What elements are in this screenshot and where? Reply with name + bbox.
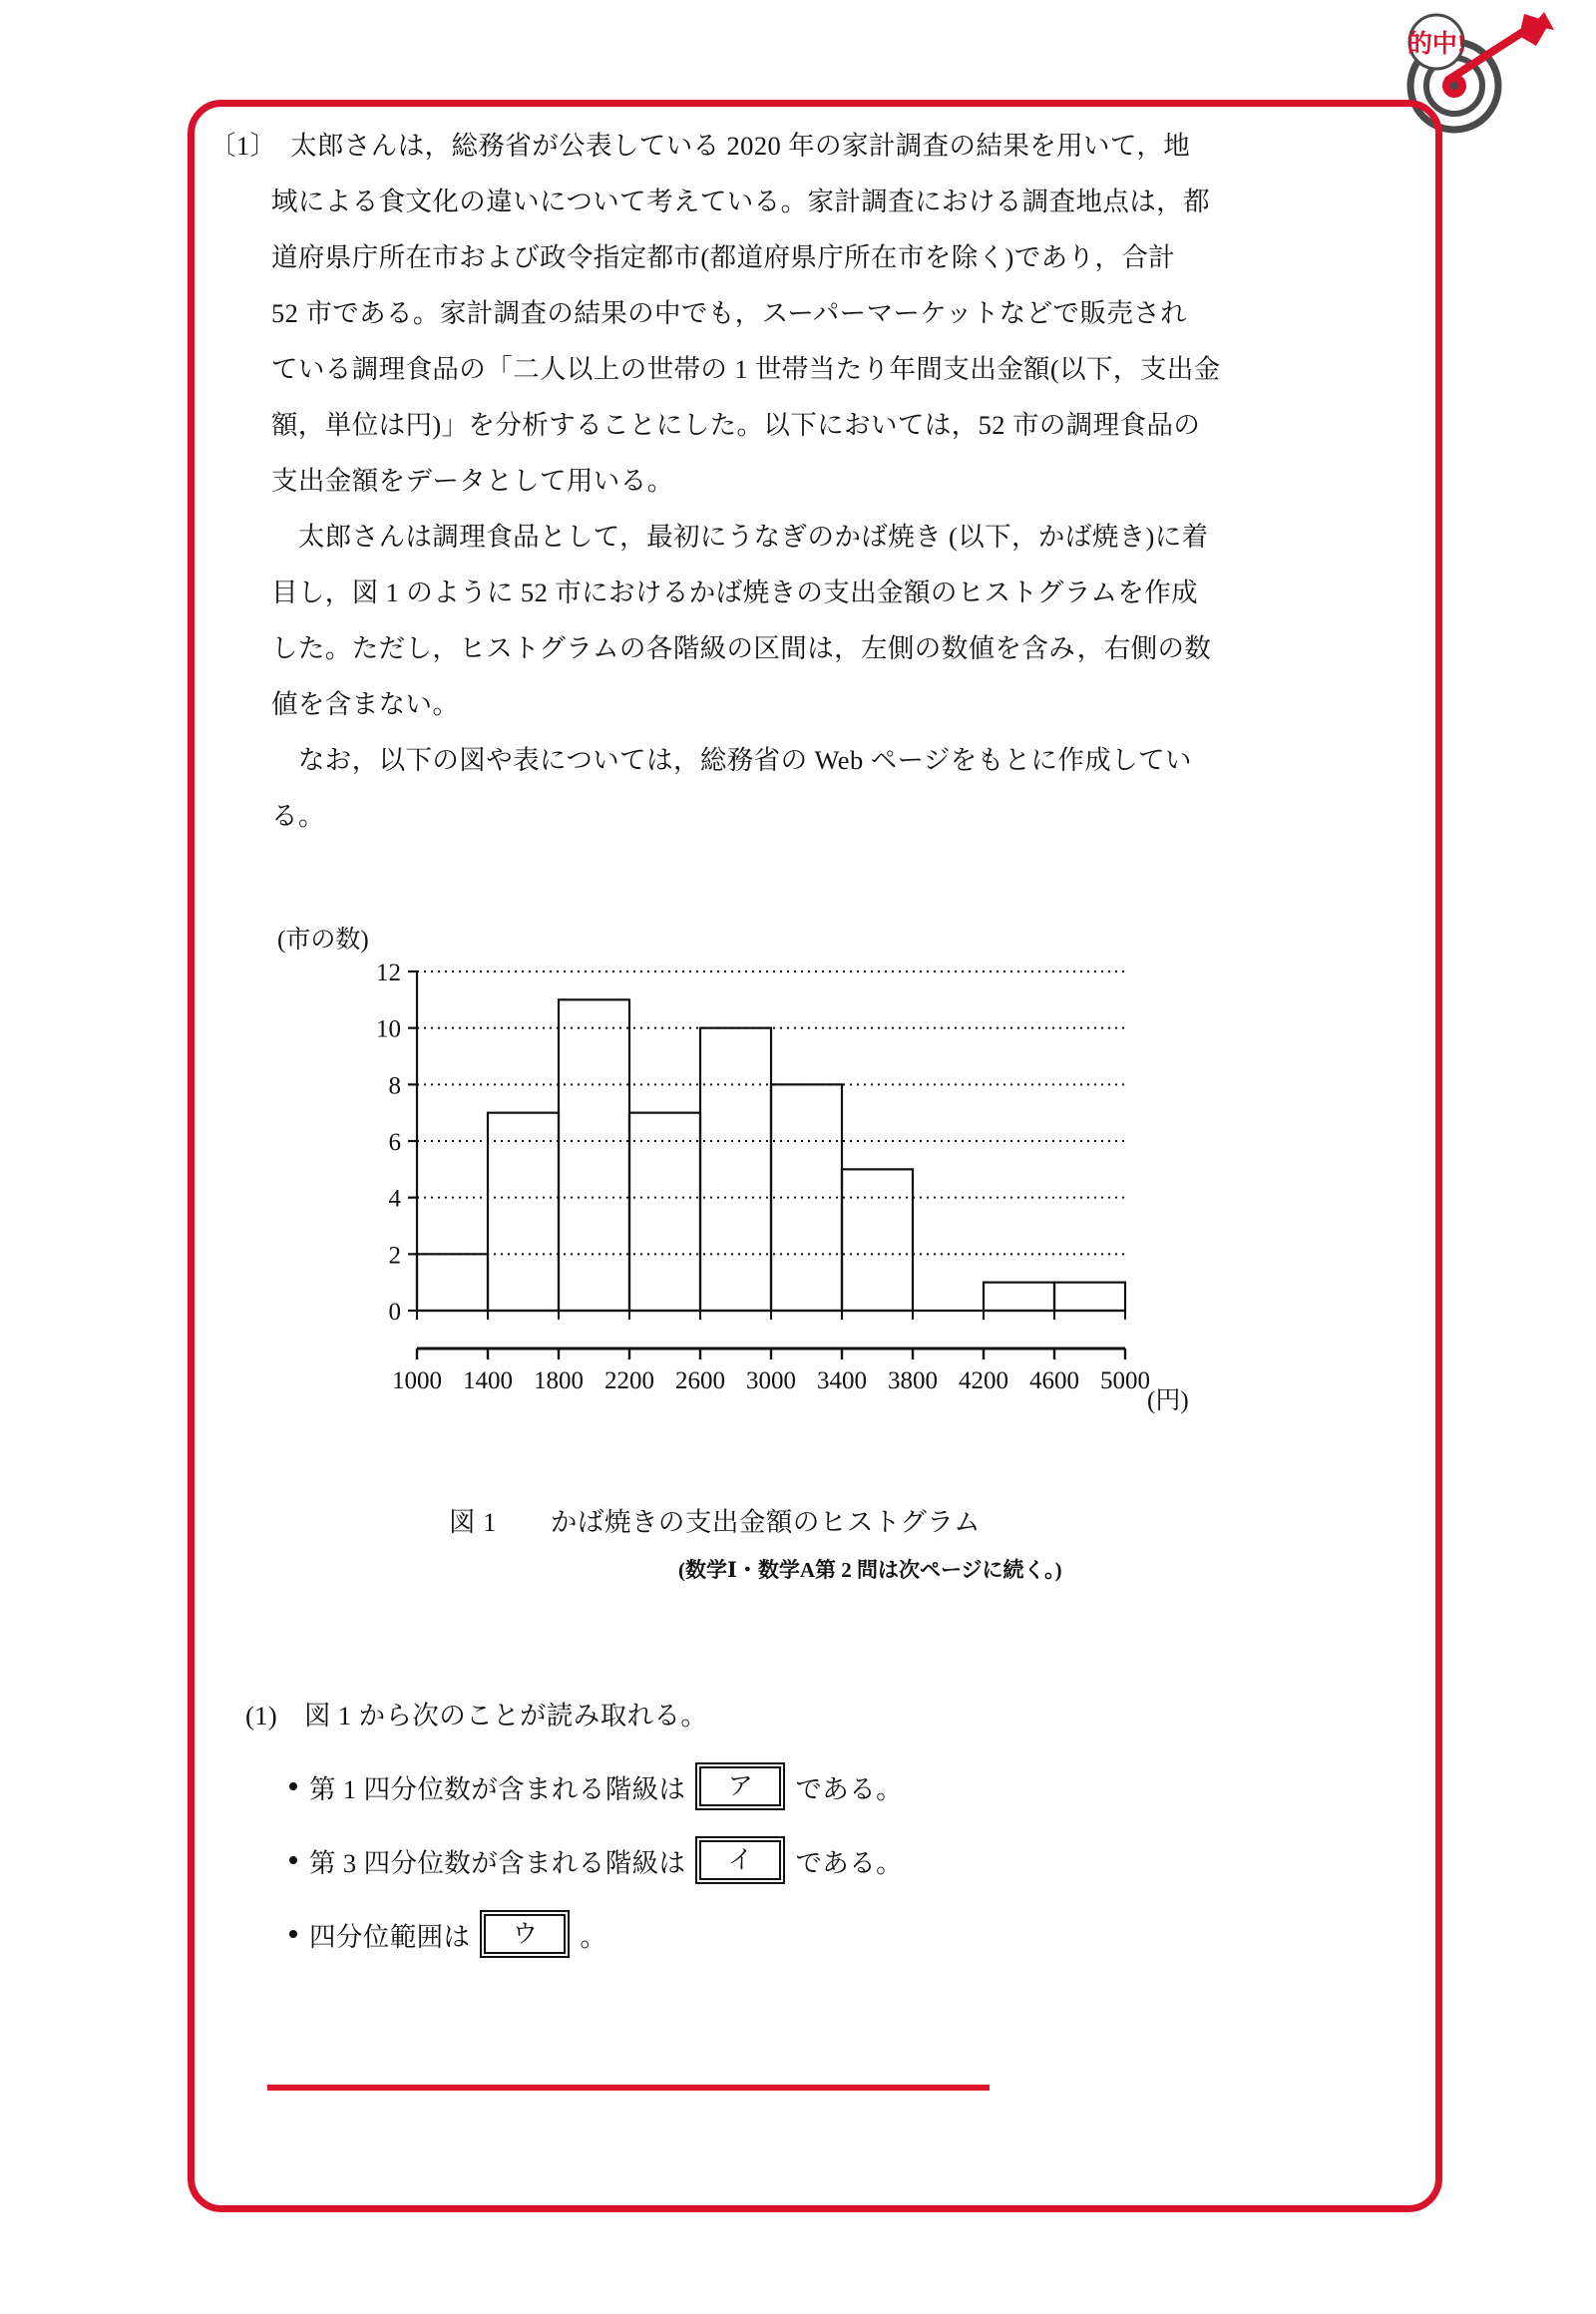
answer-box-u[interactable]: ウ: [484, 1914, 566, 1954]
badge-label: 的中!: [1406, 31, 1466, 58]
x-tick-label: 1400: [463, 1367, 513, 1394]
x-tick-label: 1800: [534, 1367, 584, 1394]
bullet-dot-icon: [289, 1782, 297, 1790]
x-tick-label: 4200: [959, 1367, 1008, 1394]
problem-line: 支出金額をデータとして用いる。: [271, 466, 674, 496]
histogram-bar: [984, 1283, 1054, 1311]
problem-line: した。ただし，ヒストグラムの各階級の区間は，左側の数値を含み，右側の数: [271, 633, 1212, 663]
x-tick-label: 2600: [675, 1367, 725, 1394]
y-tick-label: 10: [376, 1015, 401, 1043]
y-tick-label: 0: [388, 1299, 401, 1326]
histogram-bar: [559, 999, 629, 1311]
bullet-item-quartile1: [245, 1766, 1383, 1806]
bullet-item-iqr: [245, 1914, 1383, 1954]
problem-line: 道府県庁所在市および政令指定都市(都道府県庁所在市を除く)であり，合計: [271, 242, 1176, 272]
x-tick-label: 1000: [392, 1367, 442, 1394]
red-highlight-underline: [267, 2085, 990, 2091]
y-tick-label: 12: [376, 960, 401, 986]
problem-line: 目し，図 1 のように 52 市におけるかば焼きの支出金額のヒストグラムを作成: [271, 578, 1199, 607]
histogram-bar: [700, 1028, 771, 1311]
answer-box-i[interactable]: イ: [699, 1840, 781, 1880]
y-tick-label: 4: [388, 1185, 401, 1213]
histogram-bar: [417, 1254, 488, 1311]
x-tick-label: 5000: [1100, 1367, 1150, 1394]
bullet-text-after: である。: [795, 1847, 904, 1878]
histogram-bar: [842, 1169, 913, 1311]
figure-caption: 図 1 かば焼きの支出金額のヒストグラム: [449, 1507, 982, 1537]
y-tick-label: 8: [388, 1072, 401, 1100]
answer-box-a[interactable]: ア: [699, 1766, 781, 1806]
next-page-note: (数学Ⅰ・数学A第 2 問は次ページに続く。): [678, 1558, 1062, 1582]
bullet-text-before: 四分位範囲は: [309, 1921, 471, 1952]
histogram-bar: [1054, 1283, 1125, 1311]
bullet-dot-icon: [289, 1930, 297, 1938]
problem-line: 値を含まない。: [271, 689, 460, 719]
x-tick-label: 3800: [888, 1367, 938, 1394]
problem-line: 52 市である。家計調査の結果の中でも，スーパーマーケットなどで販売され: [271, 298, 1188, 328]
x-tick-label: 4600: [1029, 1367, 1079, 1394]
problem-paragraph: [209, 118, 1426, 844]
histogram-figure: [269, 927, 1367, 1582]
question-1-block: [245, 1694, 1383, 1954]
histogram-bar: [629, 1113, 700, 1311]
problem-line: 〔1〕 太郎さんは，総務省が公表している 2020 年の家計調査の結果を用いて，地: [209, 131, 1191, 161]
bullet-text-before: 第 3 四分位数が含まれる階級は: [309, 1847, 686, 1878]
bullet-text-before: 第 1 四分位数が含まれる階級は: [309, 1773, 686, 1804]
x-axis-unit-label: (円): [1147, 1387, 1189, 1414]
x-tick-label: 3000: [746, 1367, 796, 1394]
bullet-text-after: 。: [580, 1921, 607, 1952]
histogram-bar: [488, 1113, 559, 1311]
bullet-dot-icon: [289, 1856, 297, 1864]
y-tick-label: 6: [388, 1129, 401, 1156]
problem-line: なお，以下の図や表については，総務省の Web ページをもとに作成してい: [271, 745, 1192, 775]
problem-line: 額，単位は円)」を分析することにした。以下においては，52 市の調理食品の: [271, 410, 1201, 440]
x-tick-label: 2200: [604, 1367, 654, 1394]
question-1-label: (1) 図 1 から次のことが読み取れる。: [245, 1701, 708, 1731]
problem-line: ている調理食品の「二人以上の世帯の 1 世帯当たり年間支出金額(以下，支出金: [271, 354, 1221, 384]
bullet-item-quartile3: [245, 1840, 1383, 1880]
x-tick-label: 3400: [817, 1367, 867, 1394]
y-tick-label: 2: [388, 1242, 401, 1270]
y-axis-unit-label: (市の数): [277, 927, 369, 954]
problem-line: る。: [271, 801, 325, 831]
content-column: [209, 118, 1426, 2192]
problem-line: 太郎さんは調理食品として，最初にうなぎのかば焼き (以下，かば焼き)に着: [271, 522, 1209, 552]
problem-line: 域による食文化の違いについて考えている。家計調査における調査地点は，都: [271, 187, 1210, 216]
bullet-text-after: である。: [795, 1773, 904, 1804]
histogram-plot: [357, 960, 1150, 1394]
